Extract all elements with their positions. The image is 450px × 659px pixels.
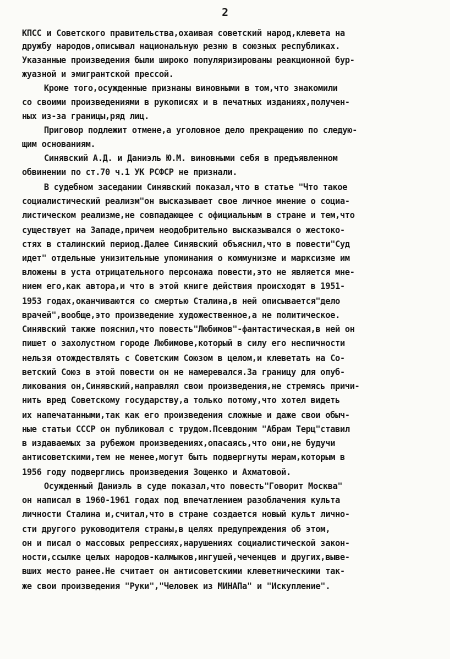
text-line: сти другого руководителя страны,в целях предупреждения об этом,: [22, 524, 331, 534]
text-line: социалистический реализм"он высказывает свое личное мнение о социа-: [22, 196, 350, 206]
text-line: Осужденный Даниэль в суде показал,что повесть"Говорит Москва": [44, 481, 343, 491]
text-line: он написал в 1960-1961 годах под впечатлением разоблачения культа: [22, 495, 340, 505]
text-line: нить вред Советскому государству,а только потому,что хотел видеть: [22, 395, 340, 405]
text-line: вших место ранее.Не считает он антисоветскими клеветническими так-: [22, 566, 345, 576]
text-line: врачей",вообще,это произведение художественное,а не политическое.: [22, 310, 340, 320]
text-line: В судебном заседании Синявский показал,что в статье "Что такое: [44, 182, 348, 192]
text-line: нием его,как автора,и что в этой книге действия происходят в 1951-: [22, 281, 345, 291]
text-line: 1953 годах,оканчиваются со смертью Сталина,в ней описывается"дело: [22, 296, 340, 306]
text-line: их напечатанными,так как его произведения сложные и даже свои обыч-: [22, 410, 350, 420]
text-line: жуазной и эмигрантской прессой.: [22, 69, 174, 79]
text-line: существует на Западе,причем неодобрительно высказывался о жестоко-: [22, 225, 345, 235]
text-line: Кроме того,осужденные признаны виновными в том,что знакомили: [44, 83, 338, 93]
text-line: со своими произведениями в рукописях и в печатных изданиях,получен-: [22, 97, 350, 107]
text-line: Синявский также пояснил,что повесть"Любимов"-фантастическая,в ней он: [22, 324, 355, 334]
text-line: вложены в уста отрицательного персонажа повести,это не является мне-: [22, 267, 355, 277]
text-line: ветский Союз в этой повести он не намеревался.За границу для опуб-: [22, 367, 345, 377]
text-line: ных из-за границы,ряд лиц.: [22, 111, 150, 121]
text-line: ности,ссылке целых народов-калмыков,ингушей,чеченцев и других,выве-: [22, 552, 350, 562]
text-line: он и писал о массовых репрессиях,нарушениях социалистической закон-: [22, 538, 350, 548]
text-line: личности Сталина и,считал,что в стране создается новый культ лично-: [22, 509, 350, 519]
page-number: 2: [221, 6, 229, 19]
text-line: КПСС и Советского правительства,охаивая советский народ,клевета на: [22, 28, 345, 38]
text-line: Синявский А.Д. и Даниэль Ю.М. виновными себя в предъявленном: [44, 153, 338, 163]
text-line: антисоветскими,тем не менее,могут быть подвергнуты мерам,которым в: [22, 452, 345, 462]
text-line: ликования он,Синявский,направлял свои произведения,не стремясь причи-: [22, 381, 360, 391]
text-line: же свои произведения "Руки","Человек из МИНАПа" и "Искупление".: [22, 581, 331, 591]
text-line: листическом реализме,не совпадающее с официальным в стране и тем,что: [22, 210, 355, 220]
text-line: идет" отдельные унизительные упоминания о коммунизме и марксизме им: [22, 253, 350, 263]
text-line: Приговор подлежит отмене,а уголовное дело прекращению по следую-: [44, 125, 358, 135]
text-line: Указанные произведения были широко популяризированы реакционной бур-: [22, 55, 355, 65]
text-line: нельзя отождествлять с Советским Союзом в целом,и клеветать на Со-: [22, 353, 345, 363]
text-line: обвинении по ст.70 ч.1 УК РСФСР не признали.: [22, 167, 238, 177]
text-line: пишет о захолустном городе Любимове,который в силу его неспичности: [22, 338, 345, 348]
text-line: в издаваемых за рубежом произведениях,опасаясь,что они,не будучи: [22, 438, 336, 448]
text-line: 1956 году подверглись произведения Зощенко и Ахматовой.: [22, 467, 292, 477]
text-line: стях в сталинский период.Далее Синявский объяснил,что в повести"Суд: [22, 239, 350, 249]
text-line: дружбу народов,описывал национальную резню в союзных республиках.: [22, 41, 340, 51]
text-line: ные статьи СССР он публиковал с трудом.Псевдоним "Абрам Терц"ставил: [22, 424, 350, 434]
text-line: щим основаниям.: [22, 139, 96, 149]
